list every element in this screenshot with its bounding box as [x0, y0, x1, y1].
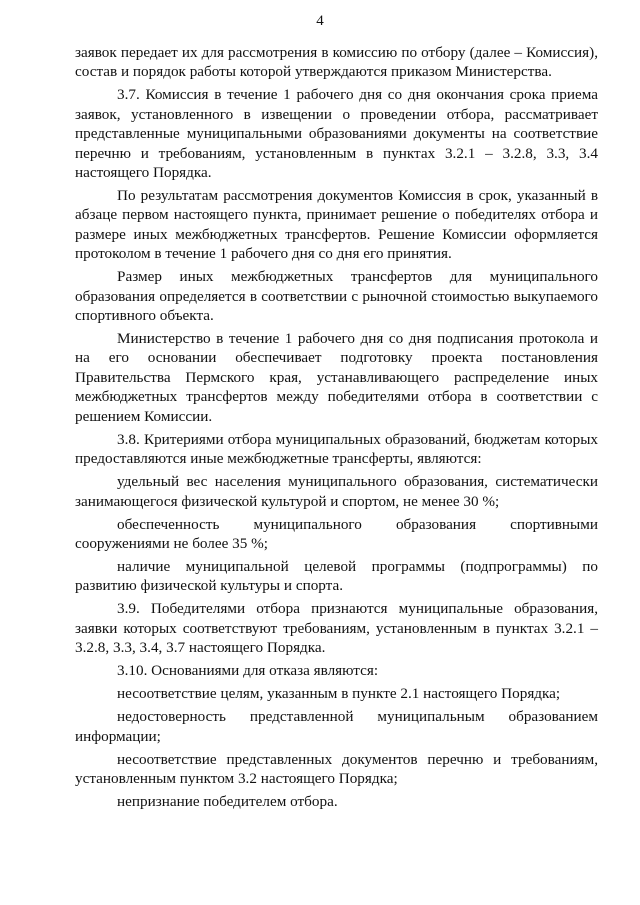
- paragraph-refusal-not-winner: непризнание победителем отбора.: [117, 792, 338, 810]
- paragraph-refusal-goals: несоответствие целям, указанным в пункте 2.1 настоящего Порядка;: [117, 685, 561, 703]
- paragraph-criterion-facilities: обеспеченность муниципального образования спортивными сооружениями не более 35 %;: [75, 515, 598, 552]
- paragraph-clause-3-9: 3.9. Победителями отбора признаются муниципальные образования, заявки которых соответствуют требованиям, установленным в пунктах 3.2.1 – 3.2.8, 3.3, 3.4, 3.7 настоящего Порядка.: [75, 600, 598, 657]
- page-number: 4: [316, 13, 324, 29]
- paragraph-ministry-resolution: Министерство в течение 1 рабочего дня со дня подписания протокола и на его основании обеспечивает подготовку проекта постановления Правительства Пермского края, устанавливающего распределение иных межбюджетных трансфертов между победителями отбора в соответствии с решением Комиссии.: [75, 330, 598, 425]
- paragraph-clause-3-7: 3.7. Комиссия в течение 1 рабочего дня со дня окончания срока приема заявок, установленного в извещении о проведении отбора, рассматривает представленные муниципальными образованиями документы на соответствие перечню и требованиям, установленным в пунктах 3.2.1 – 3.2.8, 3.3, 3.4 настоящего Порядка.: [75, 86, 598, 182]
- document-body: [75, 43, 598, 815]
- paragraph-clause-3-8: 3.8. Критериями отбора муниципальных образований, бюджетам которых предоставляются иные межбюджетные трансферты, являются:: [75, 430, 598, 468]
- paragraph-refusal-documents: несоответствие представленных документов перечню и требованиям, установленным пунктом 3.2 настоящего Порядка;: [75, 750, 598, 787]
- paragraph-transfer-size: Размер иных межбюджетных трансфертов для муниципального образования определяется в соответствии с рыночной стоимостью выкупаемого спортивного объекта.: [75, 268, 598, 325]
- paragraph-continuation: заявок передает их для рассмотрения в комиссию по отбору (далее – Комиссия), состав и порядок работы которой утверждаются приказом Министерства.: [75, 44, 598, 81]
- paragraph-commission-decision: По результатам рассмотрения документов Комиссия в срок, указанный в абзаце первом настоящего пункта, принимает решение о победителях отбора и размере иных межбюджетных трансфертов. Решение Комиссии оформляется протоколом в течение 1 рабочего дня со дня его принятия.: [75, 187, 598, 263]
- paragraph-criterion-program: наличие муниципальной целевой программы (подпрограммы) по развитию физической культуры и спорта.: [75, 557, 598, 595]
- paragraph-refusal-inaccuracy: недостоверность представленной муниципальным образованием информации;: [75, 708, 598, 745]
- paragraph-clause-3-10: 3.10. Основаниями для отказа являются:: [117, 662, 379, 680]
- paragraph-criterion-population: удельный вес населения муниципального образования, систематически занимающегося физической культурой и спортом, не менее 30 %;: [75, 473, 598, 510]
